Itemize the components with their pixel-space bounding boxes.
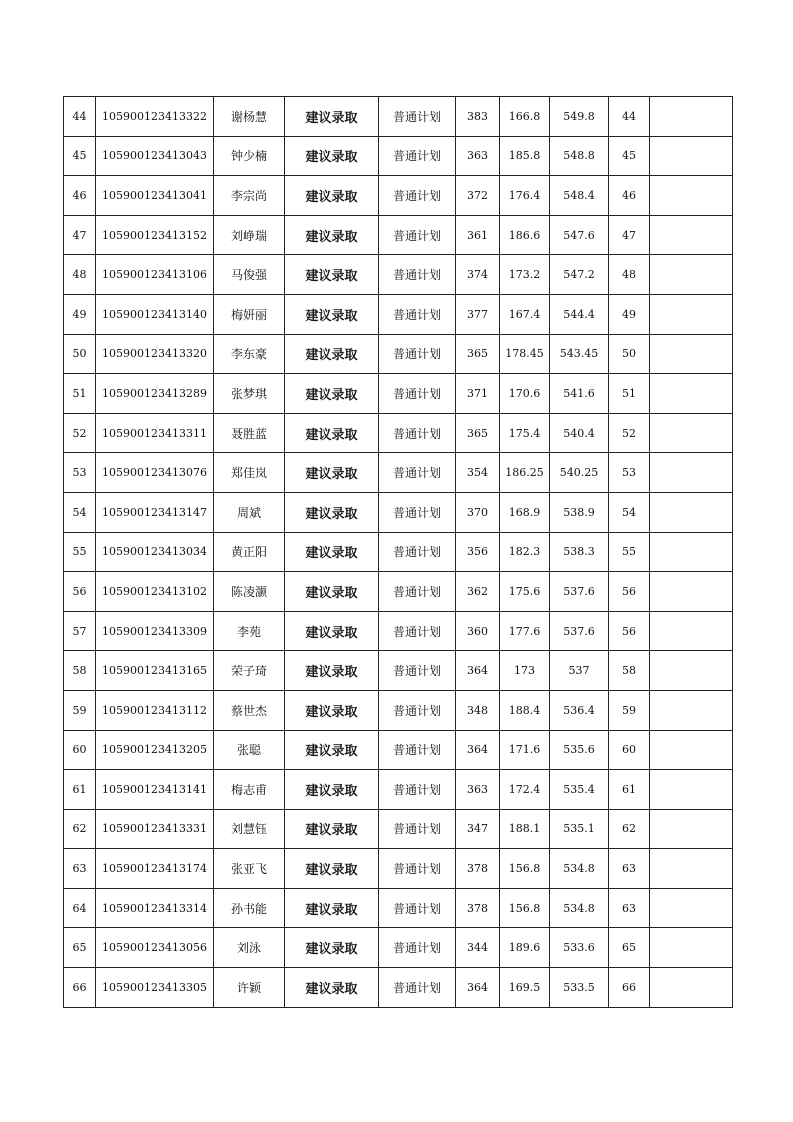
plan-type-cell: 普通计划 <box>379 532 456 572</box>
initial-score-cell: 347 <box>456 809 500 849</box>
retest-score-cell: 170.6 <box>500 374 550 414</box>
plan-type-cell: 普通计划 <box>379 374 456 414</box>
candidate-name-cell: 张梦琪 <box>214 374 285 414</box>
candidate-name-cell: 周斌 <box>214 492 285 532</box>
admission-status-cell: 建议录取 <box>285 176 379 216</box>
rank-cell: 47 <box>609 215 650 255</box>
candidate-name-cell: 马俊强 <box>214 255 285 295</box>
remarks-cell <box>650 888 733 928</box>
candidate-id-cell: 105900123413289 <box>96 374 214 414</box>
initial-score-cell: 362 <box>456 572 500 612</box>
remarks-cell <box>650 453 733 493</box>
plan-type-cell: 普通计划 <box>379 97 456 137</box>
total-score-cell: 538.3 <box>550 532 609 572</box>
admission-status-cell: 建议录取 <box>285 334 379 374</box>
row-number-cell: 58 <box>64 651 96 691</box>
initial-score-cell: 377 <box>456 294 500 334</box>
total-score-cell: 543.45 <box>550 334 609 374</box>
row-number-cell: 52 <box>64 413 96 453</box>
admission-status-cell: 建议录取 <box>285 809 379 849</box>
candidate-id-cell: 105900123413106 <box>96 255 214 295</box>
row-number-cell: 51 <box>64 374 96 414</box>
table-row <box>64 968 733 1008</box>
row-number-cell: 54 <box>64 492 96 532</box>
table-row <box>64 611 733 651</box>
initial-score-cell: 354 <box>456 453 500 493</box>
rank-cell: 51 <box>609 374 650 414</box>
candidate-name-cell: 荣子琦 <box>214 651 285 691</box>
admission-status-cell: 建议录取 <box>285 532 379 572</box>
initial-score-cell: 360 <box>456 611 500 651</box>
remarks-cell <box>650 809 733 849</box>
total-score-cell: 549.8 <box>550 97 609 137</box>
rank-cell: 60 <box>609 730 650 770</box>
remarks-cell <box>650 928 733 968</box>
candidate-id-cell: 105900123413331 <box>96 809 214 849</box>
table-row <box>64 730 733 770</box>
admission-status-cell: 建议录取 <box>285 136 379 176</box>
table-row <box>64 690 733 730</box>
remarks-cell <box>650 730 733 770</box>
row-number-cell: 66 <box>64 968 96 1008</box>
plan-type-cell: 普通计划 <box>379 770 456 810</box>
initial-score-cell: 364 <box>456 968 500 1008</box>
candidate-name-cell: 李苑 <box>214 611 285 651</box>
remarks-cell <box>650 255 733 295</box>
candidate-id-cell: 105900123413141 <box>96 770 214 810</box>
retest-score-cell: 167.4 <box>500 294 550 334</box>
total-score-cell: 536.4 <box>550 690 609 730</box>
total-score-cell: 535.4 <box>550 770 609 810</box>
plan-type-cell: 普通计划 <box>379 334 456 374</box>
retest-score-cell: 178.45 <box>500 334 550 374</box>
initial-score-cell: 363 <box>456 136 500 176</box>
retest-score-cell: 177.6 <box>500 611 550 651</box>
initial-score-cell: 365 <box>456 413 500 453</box>
rank-cell: 44 <box>609 97 650 137</box>
table-row <box>64 849 733 889</box>
remarks-cell <box>650 849 733 889</box>
initial-score-cell: 364 <box>456 730 500 770</box>
candidate-id-cell: 105900123413314 <box>96 888 214 928</box>
initial-score-cell: 365 <box>456 334 500 374</box>
plan-type-cell: 普通计划 <box>379 294 456 334</box>
candidate-id-cell: 105900123413140 <box>96 294 214 334</box>
table-row <box>64 334 733 374</box>
admission-status-cell: 建议录取 <box>285 888 379 928</box>
admission-status-cell: 建议录取 <box>285 374 379 414</box>
candidate-name-cell: 刘慧钰 <box>214 809 285 849</box>
candidate-name-cell: 谢杨慧 <box>214 97 285 137</box>
row-number-cell: 46 <box>64 176 96 216</box>
remarks-cell <box>650 968 733 1008</box>
remarks-cell <box>650 136 733 176</box>
retest-score-cell: 189.6 <box>500 928 550 968</box>
admission-status-cell: 建议录取 <box>285 849 379 889</box>
plan-type-cell: 普通计划 <box>379 136 456 176</box>
candidate-id-cell: 105900123413174 <box>96 849 214 889</box>
initial-score-cell: 378 <box>456 888 500 928</box>
admission-table <box>63 96 733 1008</box>
initial-score-cell: 364 <box>456 651 500 691</box>
candidate-name-cell: 孙书能 <box>214 888 285 928</box>
rank-cell: 56 <box>609 611 650 651</box>
rank-cell: 45 <box>609 136 650 176</box>
row-number-cell: 59 <box>64 690 96 730</box>
rank-cell: 65 <box>609 928 650 968</box>
candidate-id-cell: 105900123413041 <box>96 176 214 216</box>
row-number-cell: 45 <box>64 136 96 176</box>
row-number-cell: 47 <box>64 215 96 255</box>
remarks-cell <box>650 374 733 414</box>
retest-score-cell: 186.6 <box>500 215 550 255</box>
plan-type-cell: 普通计划 <box>379 215 456 255</box>
candidate-id-cell: 105900123413102 <box>96 572 214 612</box>
candidate-id-cell: 105900123413311 <box>96 413 214 453</box>
total-score-cell: 534.8 <box>550 849 609 889</box>
retest-score-cell: 176.4 <box>500 176 550 216</box>
row-number-cell: 55 <box>64 532 96 572</box>
table-row <box>64 770 733 810</box>
retest-score-cell: 156.8 <box>500 849 550 889</box>
plan-type-cell: 普通计划 <box>379 611 456 651</box>
initial-score-cell: 371 <box>456 374 500 414</box>
candidate-id-cell: 105900123413320 <box>96 334 214 374</box>
plan-type-cell: 普通计划 <box>379 730 456 770</box>
plan-type-cell: 普通计划 <box>379 968 456 1008</box>
remarks-cell <box>650 294 733 334</box>
table-row <box>64 413 733 453</box>
plan-type-cell: 普通计划 <box>379 413 456 453</box>
admission-status-cell: 建议录取 <box>285 611 379 651</box>
retest-score-cell: 171.6 <box>500 730 550 770</box>
table-body <box>64 97 733 1008</box>
table-row <box>64 453 733 493</box>
total-score-cell: 544.4 <box>550 294 609 334</box>
remarks-cell <box>650 97 733 137</box>
table-row <box>64 97 733 137</box>
candidate-name-cell: 蔡世杰 <box>214 690 285 730</box>
remarks-cell <box>650 690 733 730</box>
candidate-id-cell: 105900123413322 <box>96 97 214 137</box>
rank-cell: 56 <box>609 572 650 612</box>
rank-cell: 63 <box>609 888 650 928</box>
retest-score-cell: 169.5 <box>500 968 550 1008</box>
candidate-name-cell: 刘泳 <box>214 928 285 968</box>
admission-status-cell: 建议录取 <box>285 294 379 334</box>
candidate-name-cell: 李东豪 <box>214 334 285 374</box>
initial-score-cell: 363 <box>456 770 500 810</box>
table-row <box>64 215 733 255</box>
table-row <box>64 532 733 572</box>
row-number-cell: 49 <box>64 294 96 334</box>
table-row <box>64 888 733 928</box>
candidate-name-cell: 梅志甫 <box>214 770 285 810</box>
table-row <box>64 651 733 691</box>
admission-status-cell: 建议录取 <box>285 413 379 453</box>
rank-cell: 66 <box>609 968 650 1008</box>
candidate-name-cell: 钟少楠 <box>214 136 285 176</box>
total-score-cell: 548.4 <box>550 176 609 216</box>
table-row <box>64 572 733 612</box>
remarks-cell <box>650 413 733 453</box>
total-score-cell: 548.8 <box>550 136 609 176</box>
admission-status-cell: 建议录取 <box>285 690 379 730</box>
retest-score-cell: 173.2 <box>500 255 550 295</box>
admission-status-cell: 建议录取 <box>285 492 379 532</box>
candidate-name-cell: 刘峥瑞 <box>214 215 285 255</box>
candidate-id-cell: 105900123413152 <box>96 215 214 255</box>
total-score-cell: 537.6 <box>550 611 609 651</box>
retest-score-cell: 168.9 <box>500 492 550 532</box>
admission-status-cell: 建议录取 <box>285 215 379 255</box>
admission-status-cell: 建议录取 <box>285 730 379 770</box>
plan-type-cell: 普通计划 <box>379 928 456 968</box>
admission-status-cell: 建议录取 <box>285 453 379 493</box>
candidate-name-cell: 黄正阳 <box>214 532 285 572</box>
plan-type-cell: 普通计划 <box>379 176 456 216</box>
initial-score-cell: 372 <box>456 176 500 216</box>
row-number-cell: 56 <box>64 572 96 612</box>
initial-score-cell: 370 <box>456 492 500 532</box>
candidate-name-cell: 李宗尚 <box>214 176 285 216</box>
candidate-id-cell: 105900123413112 <box>96 690 214 730</box>
total-score-cell: 537 <box>550 651 609 691</box>
rank-cell: 53 <box>609 453 650 493</box>
retest-score-cell: 188.4 <box>500 690 550 730</box>
candidate-id-cell: 105900123413165 <box>96 651 214 691</box>
initial-score-cell: 378 <box>456 849 500 889</box>
total-score-cell: 540.4 <box>550 413 609 453</box>
rank-cell: 50 <box>609 334 650 374</box>
plan-type-cell: 普通计划 <box>379 849 456 889</box>
candidate-name-cell: 张亚飞 <box>214 849 285 889</box>
remarks-cell <box>650 532 733 572</box>
row-number-cell: 53 <box>64 453 96 493</box>
candidate-id-cell: 105900123413034 <box>96 532 214 572</box>
row-number-cell: 60 <box>64 730 96 770</box>
admission-status-cell: 建议录取 <box>285 651 379 691</box>
row-number-cell: 65 <box>64 928 96 968</box>
row-number-cell: 61 <box>64 770 96 810</box>
initial-score-cell: 374 <box>456 255 500 295</box>
initial-score-cell: 344 <box>456 928 500 968</box>
candidate-name-cell: 梅妍丽 <box>214 294 285 334</box>
total-score-cell: 547.6 <box>550 215 609 255</box>
total-score-cell: 533.5 <box>550 968 609 1008</box>
admission-status-cell: 建议录取 <box>285 97 379 137</box>
plan-type-cell: 普通计划 <box>379 690 456 730</box>
rank-cell: 59 <box>609 690 650 730</box>
admission-status-cell: 建议录取 <box>285 572 379 612</box>
candidate-name-cell: 陈凌灏 <box>214 572 285 612</box>
total-score-cell: 535.6 <box>550 730 609 770</box>
admission-status-cell: 建议录取 <box>285 968 379 1008</box>
rank-cell: 58 <box>609 651 650 691</box>
rank-cell: 48 <box>609 255 650 295</box>
row-number-cell: 48 <box>64 255 96 295</box>
rank-cell: 52 <box>609 413 650 453</box>
admission-status-cell: 建议录取 <box>285 255 379 295</box>
candidate-id-cell: 105900123413305 <box>96 968 214 1008</box>
remarks-cell <box>650 215 733 255</box>
candidate-name-cell: 聂胜蓝 <box>214 413 285 453</box>
retest-score-cell: 182.3 <box>500 532 550 572</box>
total-score-cell: 535.1 <box>550 809 609 849</box>
remarks-cell <box>650 651 733 691</box>
table-row <box>64 374 733 414</box>
plan-type-cell: 普通计划 <box>379 651 456 691</box>
total-score-cell: 533.6 <box>550 928 609 968</box>
initial-score-cell: 348 <box>456 690 500 730</box>
remarks-cell <box>650 176 733 216</box>
remarks-cell <box>650 611 733 651</box>
total-score-cell: 547.2 <box>550 255 609 295</box>
rank-cell: 61 <box>609 770 650 810</box>
candidate-id-cell: 105900123413043 <box>96 136 214 176</box>
plan-type-cell: 普通计划 <box>379 453 456 493</box>
table-row <box>64 136 733 176</box>
table-row <box>64 928 733 968</box>
retest-score-cell: 185.8 <box>500 136 550 176</box>
table-row <box>64 809 733 849</box>
row-number-cell: 62 <box>64 809 96 849</box>
plan-type-cell: 普通计划 <box>379 255 456 295</box>
plan-type-cell: 普通计划 <box>379 809 456 849</box>
retest-score-cell: 166.8 <box>500 97 550 137</box>
admission-status-cell: 建议录取 <box>285 770 379 810</box>
remarks-cell <box>650 492 733 532</box>
remarks-cell <box>650 572 733 612</box>
table-row <box>64 255 733 295</box>
retest-score-cell: 188.1 <box>500 809 550 849</box>
rank-cell: 62 <box>609 809 650 849</box>
rank-cell: 49 <box>609 294 650 334</box>
plan-type-cell: 普通计划 <box>379 572 456 612</box>
total-score-cell: 541.6 <box>550 374 609 414</box>
retest-score-cell: 175.4 <box>500 413 550 453</box>
table-row <box>64 492 733 532</box>
initial-score-cell: 361 <box>456 215 500 255</box>
candidate-id-cell: 105900123413309 <box>96 611 214 651</box>
rank-cell: 54 <box>609 492 650 532</box>
table-row <box>64 176 733 216</box>
candidate-name-cell: 张聪 <box>214 730 285 770</box>
rank-cell: 63 <box>609 849 650 889</box>
rank-cell: 46 <box>609 176 650 216</box>
admission-status-cell: 建议录取 <box>285 928 379 968</box>
retest-score-cell: 175.6 <box>500 572 550 612</box>
total-score-cell: 540.25 <box>550 453 609 493</box>
row-number-cell: 63 <box>64 849 96 889</box>
row-number-cell: 44 <box>64 97 96 137</box>
row-number-cell: 57 <box>64 611 96 651</box>
plan-type-cell: 普通计划 <box>379 888 456 928</box>
candidate-name-cell: 郑佳岚 <box>214 453 285 493</box>
table-row <box>64 294 733 334</box>
row-number-cell: 64 <box>64 888 96 928</box>
candidate-name-cell: 许颖 <box>214 968 285 1008</box>
rank-cell: 55 <box>609 532 650 572</box>
total-score-cell: 534.8 <box>550 888 609 928</box>
row-number-cell: 50 <box>64 334 96 374</box>
retest-score-cell: 156.8 <box>500 888 550 928</box>
initial-score-cell: 356 <box>456 532 500 572</box>
total-score-cell: 538.9 <box>550 492 609 532</box>
candidate-id-cell: 105900123413147 <box>96 492 214 532</box>
candidate-id-cell: 105900123413056 <box>96 928 214 968</box>
candidate-id-cell: 105900123413076 <box>96 453 214 493</box>
retest-score-cell: 173 <box>500 651 550 691</box>
initial-score-cell: 383 <box>456 97 500 137</box>
retest-score-cell: 172.4 <box>500 770 550 810</box>
remarks-cell <box>650 770 733 810</box>
retest-score-cell: 186.25 <box>500 453 550 493</box>
candidate-id-cell: 105900123413205 <box>96 730 214 770</box>
total-score-cell: 537.6 <box>550 572 609 612</box>
remarks-cell <box>650 334 733 374</box>
plan-type-cell: 普通计划 <box>379 492 456 532</box>
